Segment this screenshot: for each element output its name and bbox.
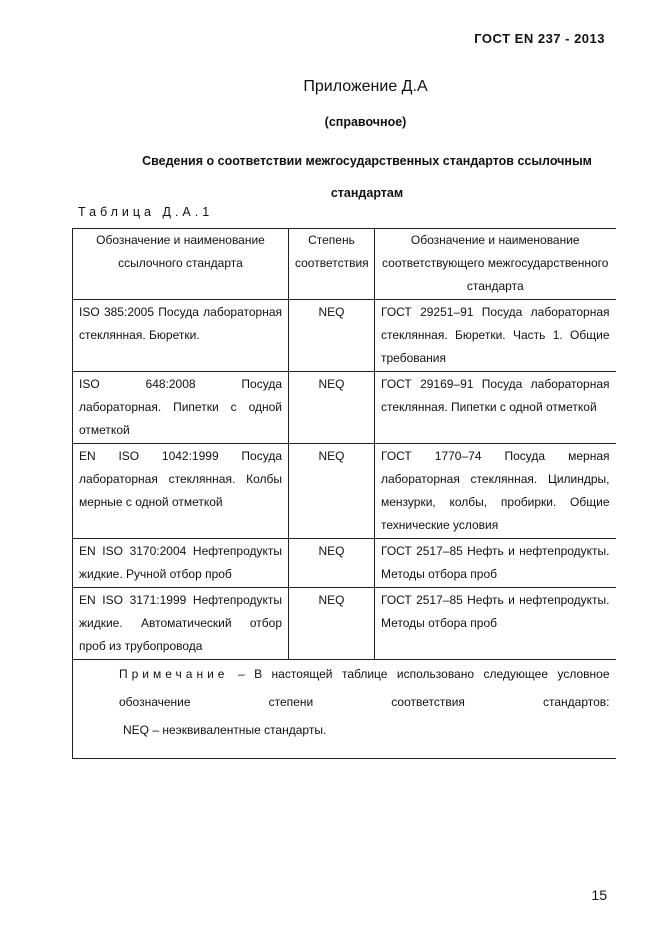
ref-standard-cell: EN ISO 3170:2004 Нефтепродукты жидкие. Ручной отбор проб (73, 539, 289, 588)
degree-cell: NEQ (289, 300, 375, 372)
gost-standard-cell: ГОСТ 29169–91 Посуда лабораторная стеклянная. Пипетки с одной отметкой (375, 372, 616, 444)
note-body: – В настоящей таблице использовано следующее условное обозначение степени соответствия стандартов: (119, 667, 610, 709)
note-label: Примечание (119, 667, 229, 681)
appendix-title: Приложение Д.А (303, 78, 428, 95)
ref-standard-cell: EN ISO 1042:1999 Посуда лабораторная стеклянная. Колбы мерные с одной отметкой (73, 444, 289, 539)
gost-standard-cell: ГОСТ 29251–91 Посуда лабораторная стеклянная. Бюретки. Часть 1. Общие требования (375, 300, 616, 372)
degree-cell: NEQ (289, 444, 375, 539)
appendix-subtitle: (справочное) (324, 115, 407, 129)
document-code: ГОСТ EN 237 - 2013 (474, 31, 605, 46)
gost-standard-cell: ГОСТ 2517–85 Нефть и нефтепродукты. Методы отбора проб (375, 588, 616, 660)
note-text (81, 660, 610, 716)
degree-cell: NEQ (289, 372, 375, 444)
ref-standard-cell: EN ISO 3171:1999 Нефтепродукты жидкие. Автоматический отбор проб из трубопровода (73, 588, 289, 660)
column-header-gost: Обозначение и наименование соответствующего межгосударственного стандарта (375, 229, 616, 300)
table-row (73, 372, 616, 444)
gost-standard-cell: ГОСТ 1770–74 Посуда мерная лабораторная стеклянная. Цилиндры, мензурки, колбы, пробирки. Общие технические условия (375, 444, 616, 539)
table-row (73, 444, 616, 539)
table-note-row (73, 660, 616, 759)
gost-standard-cell: ГОСТ 2517–85 Нефть и нефтепродукты. Методы отбора проб (375, 539, 616, 588)
column-header-ref: Обозначение и наименование ссылочного стандарта (73, 229, 289, 300)
table-note (73, 660, 616, 759)
table-row (73, 588, 616, 660)
standards-table (72, 228, 616, 759)
ref-standard-cell: ISO 385:2005 Посуда лабораторная стеклянная. Бюретки. (73, 300, 289, 372)
note-definition: NEQ – неэквивалентные стандарты. (123, 723, 327, 737)
page-number: 15 (591, 887, 607, 903)
table-caption: Таблица Д.А.1 (78, 205, 214, 219)
degree-cell: NEQ (289, 539, 375, 588)
appendix-heading: Сведения о соответствии межгосударственных стандартов ссылочным стандартам (142, 154, 592, 200)
table-row (73, 539, 616, 588)
ref-standard-cell: ISO 648:2008 Посуда лабораторная. Пипетки с одной отметкой (73, 372, 289, 444)
table-row (73, 300, 616, 372)
degree-cell: NEQ (289, 588, 375, 660)
table-header-row (73, 229, 616, 300)
column-header-degree: Степень соответствия (289, 229, 375, 300)
